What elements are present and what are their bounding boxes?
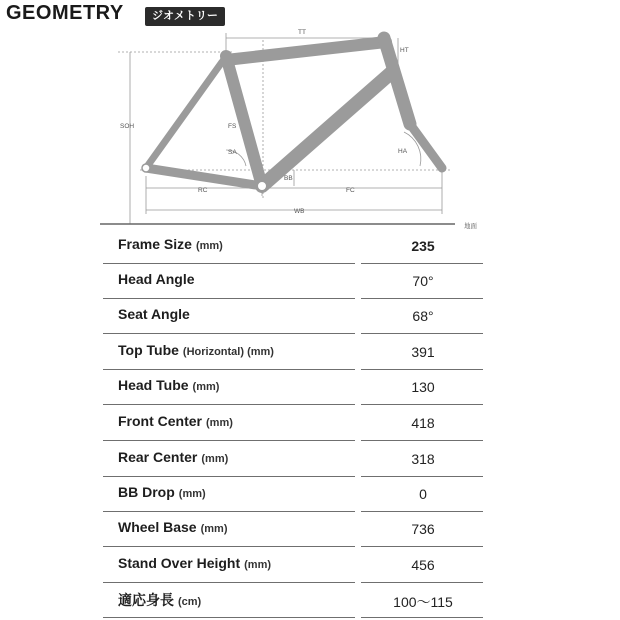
row-label: Head Tube (mm) — [118, 377, 220, 393]
frame-geometry-diagram — [0, 0, 620, 240]
row-value: 0 — [419, 486, 427, 502]
table-row — [103, 478, 483, 512]
row-divider — [361, 617, 483, 618]
table-row — [103, 230, 483, 264]
row-label: Wheel Base (mm) — [118, 519, 228, 535]
row-divider — [103, 263, 355, 264]
row-divider — [361, 440, 483, 441]
label-rc: RC — [198, 187, 208, 194]
row-divider — [103, 369, 355, 370]
row-divider — [361, 476, 483, 477]
table-row — [103, 513, 483, 547]
row-divider — [361, 298, 483, 299]
row-value: 235 — [411, 238, 435, 254]
table-row — [103, 549, 483, 583]
row-divider — [103, 404, 355, 405]
table-row — [103, 265, 483, 299]
row-label: Seat Angle — [118, 306, 190, 322]
row-divider — [103, 511, 355, 512]
label-tt: TT — [298, 29, 306, 36]
row-value: 68° — [412, 308, 434, 324]
row-label: 適応身長 (cm) — [118, 592, 202, 608]
row-divider — [361, 404, 483, 405]
table-row — [103, 407, 483, 441]
table-row — [103, 584, 483, 618]
row-value: 456 — [411, 557, 435, 573]
row-divider — [361, 511, 483, 512]
row-label: Frame Size (mm) — [118, 236, 223, 252]
row-value: 70° — [412, 273, 434, 289]
row-value: 318 — [411, 451, 435, 467]
row-divider — [103, 333, 355, 334]
label-ha: HA — [398, 148, 408, 155]
table-row — [103, 300, 483, 334]
row-divider — [103, 476, 355, 477]
row-divider — [361, 546, 483, 547]
row-value: 130 — [411, 379, 435, 395]
table-row — [103, 371, 483, 405]
row-label: Rear Center (mm) — [118, 449, 229, 465]
row-divider — [103, 546, 355, 547]
row-divider — [361, 582, 483, 583]
label-ht: HT — [400, 47, 409, 54]
row-value: 736 — [411, 521, 435, 537]
row-divider — [103, 582, 355, 583]
label-sa: SA — [228, 149, 237, 156]
row-label: Front Center (mm) — [118, 413, 233, 429]
table-row — [103, 443, 483, 477]
row-divider — [103, 440, 355, 441]
label-wb: WB — [294, 208, 305, 215]
row-label: Head Angle — [118, 271, 195, 287]
label-ground: 地面 — [464, 223, 477, 230]
label-fs: FS — [228, 123, 237, 130]
row-divider — [103, 298, 355, 299]
table-row — [103, 336, 483, 370]
row-value: 418 — [411, 415, 435, 431]
page-title: GEOMETRY — [6, 2, 124, 24]
label-bb: BB — [284, 175, 293, 182]
label-soh: SOH — [120, 123, 135, 130]
row-label: Stand Over Height (mm) — [118, 555, 272, 571]
row-divider — [361, 333, 483, 334]
row-value: 100〜115 — [393, 594, 453, 610]
row-divider — [103, 617, 355, 618]
row-value: 391 — [411, 344, 435, 360]
row-label: Top Tube (Horizontal) (mm) — [118, 342, 274, 358]
row-label: BB Drop (mm) — [118, 484, 206, 500]
row-divider — [361, 369, 483, 370]
label-fc: FC — [346, 187, 355, 194]
row-divider — [361, 263, 483, 264]
title-badge: ジオメトリー — [145, 7, 225, 26]
